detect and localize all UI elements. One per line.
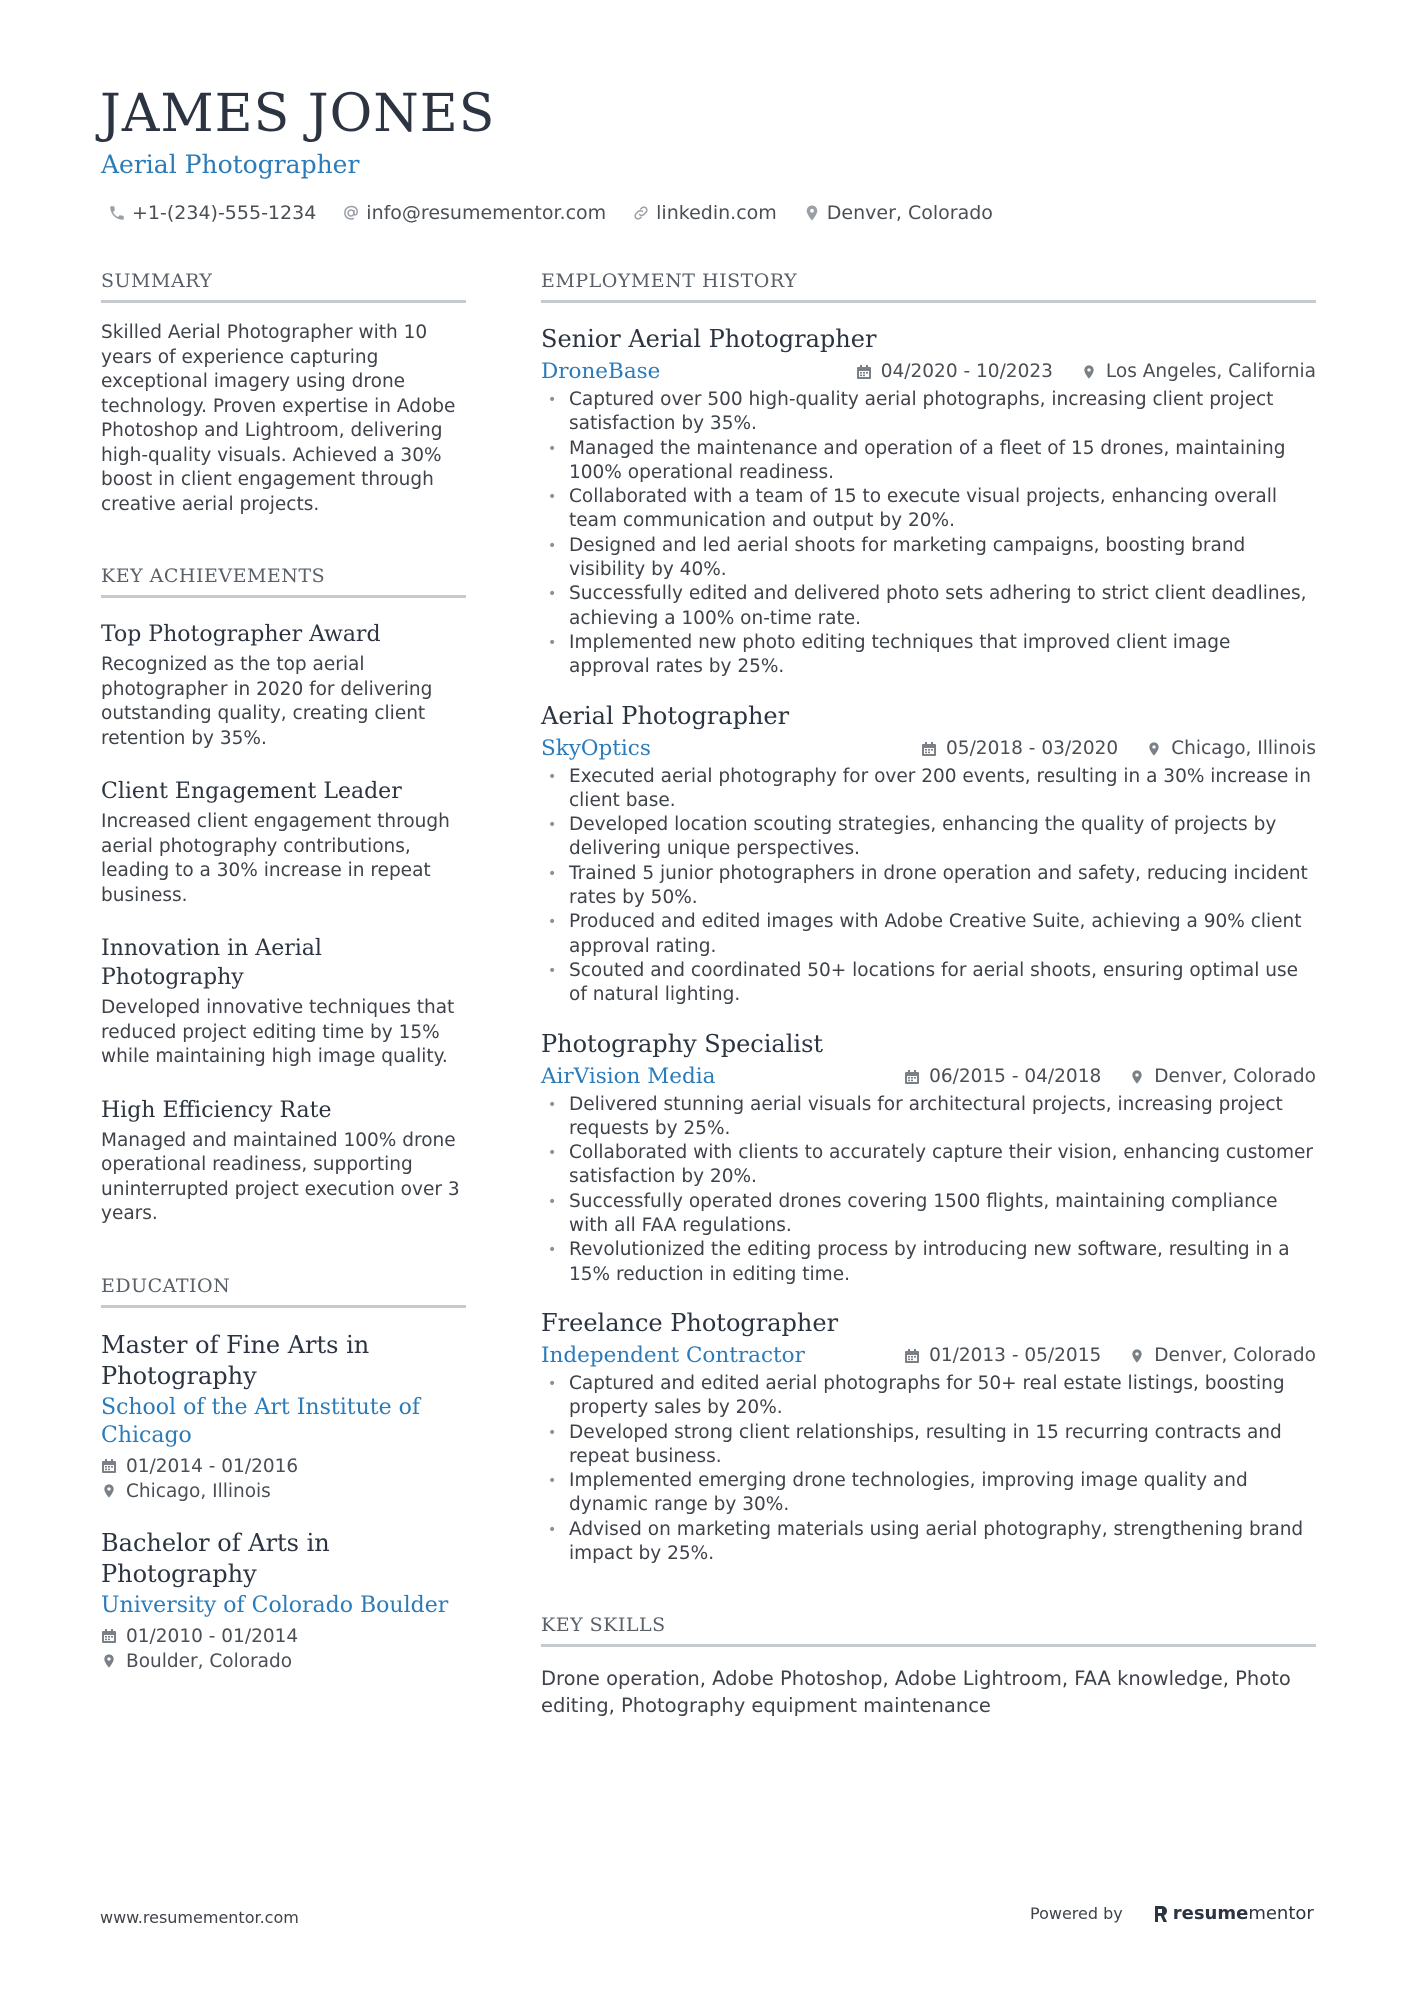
phone-text: +1-(234)-555-1234 (132, 202, 317, 224)
education-location (101, 1649, 466, 1674)
skills-heading: KEY SKILLS (541, 1612, 1316, 1647)
powered-by-label: Powered by (1030, 1904, 1123, 1923)
education-degree: Bachelor of Arts in Photography (101, 1528, 330, 1588)
job-bullet: • Executed aerial photography for over 200 events, resulting in a 30% increase in client base. (541, 765, 1316, 814)
job-company: AirVision Media (541, 1063, 716, 1089)
job-header-row (541, 1063, 1316, 1091)
achievement-text: Recognized as the top aerial photographer in 2020 for delivering outstanding quality, creating client retention by 35%. (101, 654, 433, 749)
job-bullet: • Advised on marketing materials using aerial photography, strengthening brand impact by 25%. (541, 1518, 1316, 1567)
calendar-icon (101, 1628, 117, 1644)
job-meta (856, 359, 1316, 385)
education-location (101, 1479, 466, 1504)
brand-logo[interactable] (1153, 1903, 1314, 1924)
achievement-item (101, 620, 466, 751)
candidate-title: Aerial Photographer (101, 150, 360, 179)
job-dates: 04/2020 - 10/2023 (880, 361, 1053, 382)
job-meta (904, 1343, 1316, 1369)
achievement-title: Innovation in Aerial Photography (101, 936, 322, 990)
phone-icon (108, 204, 126, 222)
job-dates: 01/2013 - 05/2015 (929, 1344, 1102, 1366)
calendar-icon (921, 741, 937, 757)
education-school: School of the Art Institute of Chicago (101, 1394, 420, 1448)
map-pin-icon (1081, 364, 1097, 380)
job-location: Denver, Colorado (1154, 1344, 1316, 1366)
job-bullets (541, 1093, 1316, 1287)
link-icon (632, 204, 650, 222)
brand-name-bold: resume (1172, 1903, 1249, 1924)
achievement-text: Increased client engagement through aerial photography contributions, leading to a 30% increase in repeat business. (101, 811, 450, 906)
job-bullet: • Successfully edited and delivered photo sets adhering to strict client deadlines, achieving a 100% on-time rate. (541, 582, 1316, 631)
brand-name-light: mentor (1248, 1903, 1314, 1924)
job-header-row (541, 358, 1316, 386)
achievement-item (101, 1096, 466, 1227)
achievement-title: Top Photographer Award (101, 622, 381, 647)
location-text: Denver, Colorado (826, 202, 993, 224)
achievement-text: Managed and maintained 100% drone operational readiness, supporting uninterrupted project execution over 3 years. (101, 1129, 460, 1224)
job-meta (904, 1064, 1316, 1090)
job-bullet: • Captured and edited aerial photographs for 50+ real estate listings, boosting property sales by 20%. (541, 1372, 1316, 1421)
map-pin-icon (803, 204, 821, 222)
job-bullet: • Captured over 500 high-quality aerial photographs, increasing client project satisfaction by 35%. (541, 388, 1316, 437)
map-pin-icon (1129, 1348, 1145, 1364)
job-bullet: • Scouted and coordinated 50+ locations for aerial shoots, ensuring optimal use of natural lighting. (541, 959, 1316, 1008)
education-dates (101, 1454, 466, 1479)
contact-linkedin[interactable] (632, 200, 777, 226)
job-bullet: • Collaborated with a team of 15 to execute visual projects, enhancing overall team communication and output by 20%. (541, 485, 1316, 534)
footer-website[interactable]: www.resumementor.com (100, 1908, 299, 1927)
job-dates: 05/2018 - 03/2020 (946, 737, 1119, 759)
job-dates: 06/2015 - 04/2018 (929, 1065, 1102, 1087)
achievement-item (101, 777, 466, 908)
employment-heading: EMPLOYMENT HISTORY (541, 268, 1316, 303)
education-dates-text: 01/2014 - 01/2016 (126, 1455, 299, 1477)
right-column (541, 268, 1316, 1719)
job-company: Independent Contractor (541, 1342, 805, 1368)
job-meta (921, 736, 1316, 762)
achievements-list (101, 620, 466, 1227)
education-item (101, 1330, 466, 1504)
resumementor-logo-icon (1153, 1904, 1169, 1924)
education-heading: EDUCATION (101, 1273, 466, 1308)
education-dates-text: 01/2010 - 01/2014 (126, 1625, 299, 1647)
candidate-name: JAMES JONES (100, 84, 496, 144)
skills-text: Drone operation, Adobe Photoshop, Adobe Lightroom, FAA knowledge, Photo editing, Photography equipment maintenance (541, 1667, 1291, 1718)
job-bullet: • Trained 5 junior photographers in drone operation and safety, reducing incident rates by 50%. (541, 862, 1316, 911)
job-bullet: • Implemented emerging drone technologies, improving image quality and dynamic range by 30%. (541, 1469, 1316, 1518)
calendar-icon (904, 1348, 920, 1364)
job-item (541, 323, 1316, 680)
contact-email[interactable] (342, 200, 606, 226)
job-bullet: • Collaborated with clients to accurately capture their vision, enhancing customer satisfaction by 20%. (541, 1141, 1316, 1190)
job-role: Aerial Photographer (541, 701, 790, 730)
job-header-row (541, 735, 1316, 763)
job-bullet: • Developed location scouting strategies, enhancing the quality of projects by delivering unique perspectives. (541, 813, 1316, 862)
education-school: University of Colorado Boulder (101, 1592, 449, 1618)
job-item (541, 1028, 1316, 1287)
job-bullet: • Produced and edited images with Adobe Creative Suite, achieving a 90% client approval rating. (541, 910, 1316, 959)
achievement-title: Client Engagement Leader (101, 779, 402, 804)
summary-text: Skilled Aerial Photographer with 10 years of experience capturing exceptional imagery using drone technology. Proven expertise in Adobe Photoshop and Lightroom, delivering high-quality visuals. Achieved a 30% boost in client engagement through creative aerial projects. (101, 322, 456, 515)
education-item (101, 1528, 466, 1674)
calendar-icon (904, 1069, 920, 1085)
calendar-icon (101, 1458, 117, 1474)
job-location: Denver, Colorado (1154, 1065, 1316, 1087)
job-item (541, 700, 1316, 1008)
at-icon (342, 204, 360, 222)
job-role: Freelance Photographer (541, 1308, 839, 1337)
email-text: info@resumementor.com (366, 202, 607, 224)
job-header-row (541, 1342, 1316, 1370)
education-degree: Master of Fine Arts in Photography (101, 1330, 370, 1390)
job-location: Chicago, Illinois (1171, 737, 1316, 759)
education-location-text: Chicago, Illinois (126, 1480, 271, 1502)
footer-branding (1030, 1903, 1314, 1924)
job-bullet: • Revolutionized the editing process by introducing new software, resulting in a 15% reduction in editing time. (541, 1238, 1316, 1287)
jobs-list (541, 323, 1316, 1566)
contact-phone (108, 200, 316, 226)
achievements-heading: KEY ACHIEVEMENTS (101, 563, 466, 598)
map-pin-icon (101, 1653, 117, 1669)
linkedin-text: linkedin.com (656, 202, 777, 224)
calendar-icon (856, 364, 872, 380)
job-company: SkyOptics (541, 735, 651, 761)
job-location: Los Angeles, California (1105, 361, 1316, 382)
job-bullet: • Successfully operated drones covering 1500 flights, maintaining compliance with all FAA regulations. (541, 1190, 1316, 1239)
job-bullet: • Managed the maintenance and operation of a fleet of 15 drones, maintaining 100% operational readiness. (541, 437, 1316, 486)
contact-bar (108, 200, 1019, 226)
achievement-title: High Efficiency Rate (101, 1097, 332, 1123)
job-bullets (541, 1372, 1316, 1566)
achievement-item (101, 934, 466, 1070)
achievement-text: Developed innovative techniques that reduced project editing time by 15% while maintaining high image quality. (101, 997, 455, 1067)
map-pin-icon (1146, 741, 1162, 757)
education-location-text: Boulder, Colorado (126, 1650, 293, 1672)
job-item (541, 1307, 1316, 1566)
map-pin-icon (1129, 1069, 1145, 1085)
job-bullets (541, 388, 1316, 680)
job-bullets (541, 765, 1316, 1008)
job-bullet: • Designed and led aerial shoots for marketing campaigns, boosting brand visibility by 40%. (541, 534, 1316, 583)
job-bullet: • Delivered stunning aerial visuals for architectural projects, increasing project requests by 25%. (541, 1093, 1316, 1142)
job-role: Senior Aerial Photographer (541, 325, 877, 353)
map-pin-icon (101, 1483, 117, 1499)
left-column (101, 268, 466, 1698)
education-dates (101, 1624, 466, 1649)
job-bullet: • Implemented new photo editing techniques that improved client image approval rates by 25%. (541, 631, 1316, 680)
job-company: DroneBase (541, 359, 661, 384)
summary-heading: SUMMARY (101, 268, 466, 303)
job-bullet: • Developed strong client relationships, resulting in 15 recurring contracts and repeat business. (541, 1421, 1316, 1470)
contact-location (803, 200, 993, 226)
job-role: Photography Specialist (541, 1029, 824, 1058)
education-list (101, 1330, 466, 1674)
